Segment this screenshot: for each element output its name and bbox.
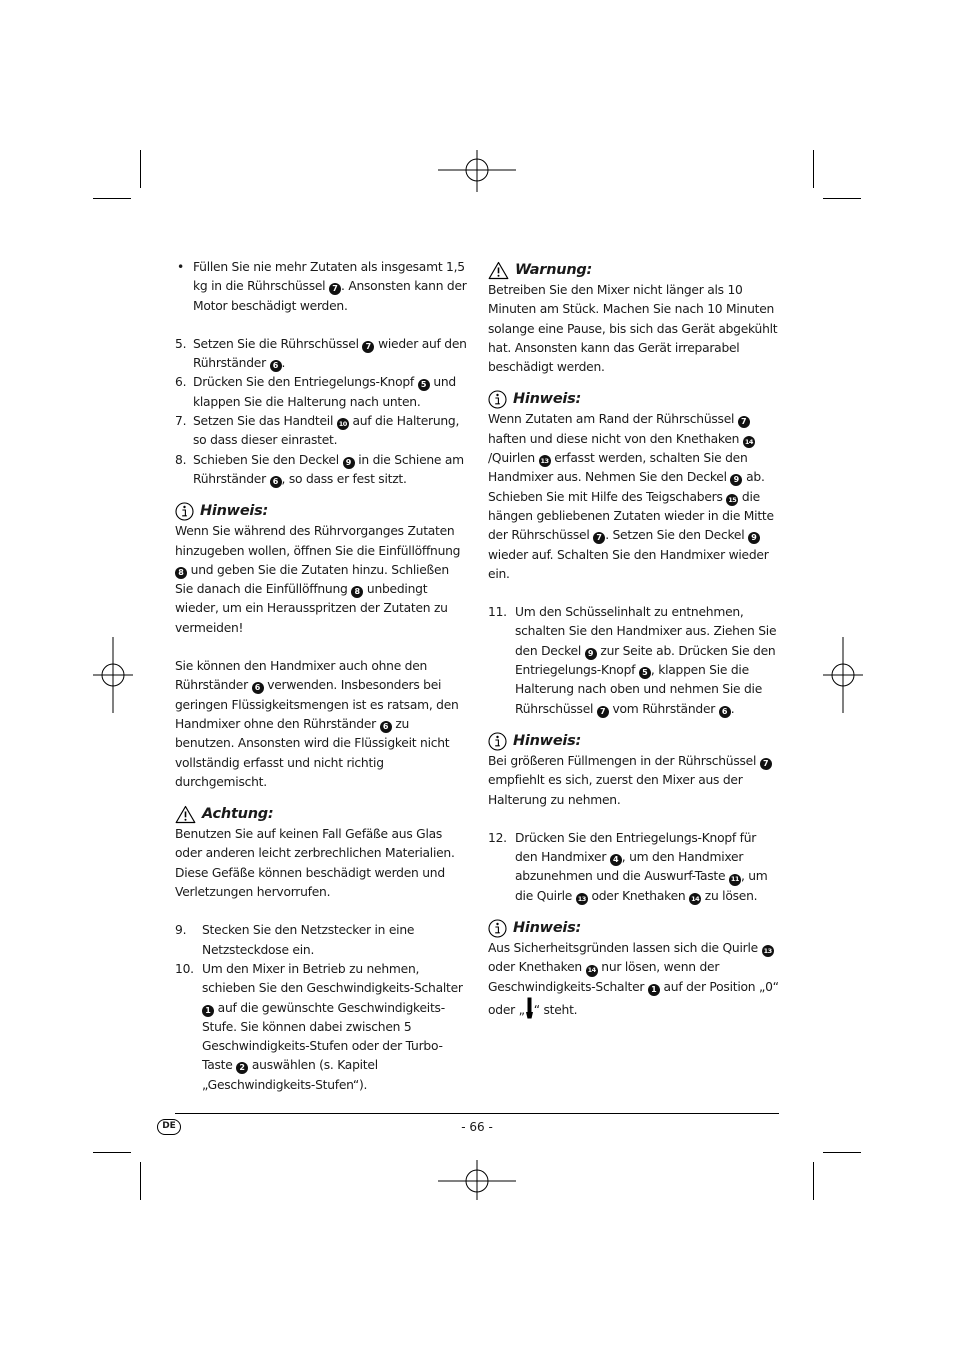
step-8: 8. Schieben Sie den Deckel 9 in die Schiene am Rührständer 6 , so dass er fest sitzt. bbox=[175, 452, 464, 486]
crop-mark bbox=[140, 150, 141, 188]
part-number-badge: 15 bbox=[726, 494, 738, 506]
warnung-heading: Warnung: bbox=[488, 260, 780, 281]
part-number-badge: 11 bbox=[729, 874, 741, 886]
step-5: 5. Setzen Sie die Rührschüssel 7 wieder auf den Rührständer 6 . bbox=[175, 336, 467, 371]
info-icon bbox=[488, 732, 507, 751]
part-number-badge: 13 bbox=[539, 455, 551, 467]
crop-mark bbox=[823, 1152, 861, 1153]
part-number-badge: 9 bbox=[748, 532, 760, 544]
part-number-badge: 7 bbox=[760, 758, 772, 770]
crop-mark bbox=[93, 198, 131, 199]
part-number-badge: 6 bbox=[270, 476, 282, 488]
registration-mark-bottom bbox=[438, 1160, 516, 1200]
part-number-badge: 8 bbox=[351, 586, 363, 598]
warning-triangle-icon bbox=[488, 261, 509, 280]
hinweis-heading: Hinweis: bbox=[488, 731, 780, 752]
crop-mark bbox=[823, 198, 861, 199]
warnung-text: Betreiben Sie den Mixer nicht länger als 10 Minuten am Stück. Machen Sie nach 10 Minuten solange eine Pause, bis sich das Gerät abgekühlt hat. Ansonsten kann das Gerät irreparabel beschädigt werden. bbox=[488, 283, 778, 375]
step-6: 6. Drücken Sie den Entriegelungs-Knopf 5 und klappen Sie die Halterung nach unten. bbox=[175, 375, 456, 409]
info-icon bbox=[488, 390, 507, 409]
list-item: • Füllen Sie nie mehr Zutaten als insgesamt 1,5 kg in die Rührschüssel 7 . Ansonsten kann der Motor beschädigt werden. bbox=[175, 258, 467, 316]
paragraph: Sie können den Handmixer auch ohne den Rührständer 6 verwenden. Insbesonders bei geringen Flüssigkeitsmengen ist es ratsam, den Handmixer ohne den Rührständer 6 zu benutzen. Ansonsten wird die Flüssigkeit nicht vollständig erfasst und nicht richtig durchgemischt. bbox=[175, 659, 459, 789]
part-number-badge: 14 bbox=[586, 965, 598, 977]
crop-mark bbox=[813, 150, 814, 188]
part-number-badge: 9 bbox=[585, 648, 597, 660]
crop-mark bbox=[93, 1152, 131, 1153]
part-number-badge: 8 bbox=[175, 567, 187, 579]
part-number-badge: 7 bbox=[738, 416, 750, 428]
part-number-badge: 7 bbox=[329, 283, 341, 295]
part-number-badge: 6 bbox=[270, 360, 282, 372]
part-number-badge: 4 bbox=[610, 854, 622, 866]
step-7: 7. Setzen Sie das Handteil 10 auf die Halterung, so dass dieser einrastet. bbox=[175, 414, 460, 448]
hinweis-heading: Hinweis: bbox=[488, 918, 780, 939]
language-badge: DE bbox=[157, 1119, 181, 1135]
step-9: 9. Stecken Sie den Netzstecker in eine Netzsteckdose ein. bbox=[175, 923, 415, 957]
part-number-badge: 2 bbox=[236, 1062, 248, 1074]
step-10: 10. Um den Mixer in Betrieb zu nehmen, schieben Sie den Geschwindigkeits-Schalter 1 auf die gewünschte Geschwindigkeits-Stufe. Sie können dabei zwischen 5 Geschwindigkeits-Stufen oder der Turbo-Taste 2 auswählen (s. Kapitel „Geschwindigkeits-Stufen“). bbox=[175, 961, 463, 1092]
pulse-switch-icon bbox=[525, 997, 534, 1019]
part-number-badge: 1 bbox=[202, 1005, 214, 1017]
part-number-badge: 7 bbox=[362, 341, 374, 353]
achtung-heading: Achtung: bbox=[175, 804, 467, 825]
part-number-badge: 5 bbox=[639, 667, 651, 679]
hinweis-text: Bei größeren Füllmengen in der Rührschüssel 7 empfiehlt es sich, zuerst den Mixer aus der Halterung zu nehmen. bbox=[488, 752, 780, 810]
right-column bbox=[488, 258, 780, 1020]
left-column bbox=[175, 258, 467, 1095]
part-number-badge: 6 bbox=[719, 706, 731, 718]
part-number-badge: 6 bbox=[252, 682, 264, 694]
hinweis-text: Wenn Zutaten am Rand der Rührschüssel 7 haften und diese nicht von den Knethaken 14/Quirlen 13 erfasst werden, schalten Sie den Handmixer aus. Nehmen Sie den Deckel 9 ab. Schieben Sie mit Hilfe des Teigschabers 15 die hängen gebliebenen Zutaten wieder in die Mitte der Rührschüssel 7 . Setzen Sie den Deckel 9 wieder auf. Schalten Sie den Handmixer wieder ein. bbox=[488, 412, 774, 581]
hinweis-heading: Hinweis: bbox=[175, 501, 467, 522]
part-number-badge: 13 bbox=[576, 893, 588, 905]
crop-mark bbox=[813, 1162, 814, 1200]
part-number-badge: 1 bbox=[648, 984, 660, 996]
info-icon bbox=[488, 919, 507, 938]
part-number-badge: 9 bbox=[343, 457, 355, 469]
step-12: 12. Drücken Sie den Entriegelungs-Knopf für den Handmixer 4 , um den Handmixer abzunehmen und die Auswurf-Taste 11 , um die Quirle 13 oder Knethaken 14 zu lösen. bbox=[488, 829, 780, 906]
info-icon bbox=[175, 502, 194, 521]
registration-mark-right bbox=[823, 637, 863, 713]
hinweis-text: Wenn Sie während des Rührvorganges Zutaten hinzugeben wollen, öffnen Sie die Einfüllöffnung 8 und geben Sie die Zutaten hinzu. Schließen Sie danach die Einfüllöffnung 8 unbedingt wieder, um ein Herausspritzen der Zutaten zu vermeiden! bbox=[175, 524, 461, 635]
part-number-badge: 7 bbox=[597, 706, 609, 718]
part-number-badge: 13 bbox=[762, 945, 774, 957]
warning-triangle-icon bbox=[175, 805, 196, 824]
registration-mark-left bbox=[93, 637, 133, 713]
part-number-badge: 6 bbox=[380, 721, 392, 733]
part-number-badge: 14 bbox=[743, 436, 755, 448]
part-number-badge: 7 bbox=[593, 532, 605, 544]
bullet-list bbox=[175, 258, 467, 316]
page-number: - 66 - bbox=[461, 1120, 493, 1134]
hinweis-text: Aus Sicherheitsgründen lassen sich die Quirle 13 oder Knethaken 14 nur lösen, wenn der Geschwindigkeits-Schalter 1 auf der Position „0“ oder „ “ steht. bbox=[488, 941, 779, 1017]
part-number-badge: 14 bbox=[689, 893, 701, 905]
registration-mark-top bbox=[438, 150, 516, 192]
crop-mark bbox=[140, 1162, 141, 1200]
footer-rule bbox=[175, 1113, 779, 1114]
part-number-badge: 10 bbox=[337, 418, 349, 430]
achtung-text: Benutzen Sie auf keinen Fall Gefäße aus Glas oder anderen leicht zerbrechlichen Materialien. Diese Gefäße können beschädigt werden und Verletzungen hervorrufen. bbox=[175, 827, 455, 900]
hinweis-heading: Hinweis: bbox=[488, 389, 780, 410]
part-number-badge: 9 bbox=[730, 474, 742, 486]
step-11: 11. Um den Schüsselinhalt zu entnehmen, schalten Sie den Handmixer aus. Ziehen Sie den Deckel 9 zur Seite ab. Drücken Sie den Entriegelungs-Knopf 5 , klappen Sie die Halterung nach oben und nehmen Sie die Rührschüssel 7 vom Rührständer 6 . bbox=[488, 605, 777, 716]
part-number-badge: 5 bbox=[418, 379, 430, 391]
